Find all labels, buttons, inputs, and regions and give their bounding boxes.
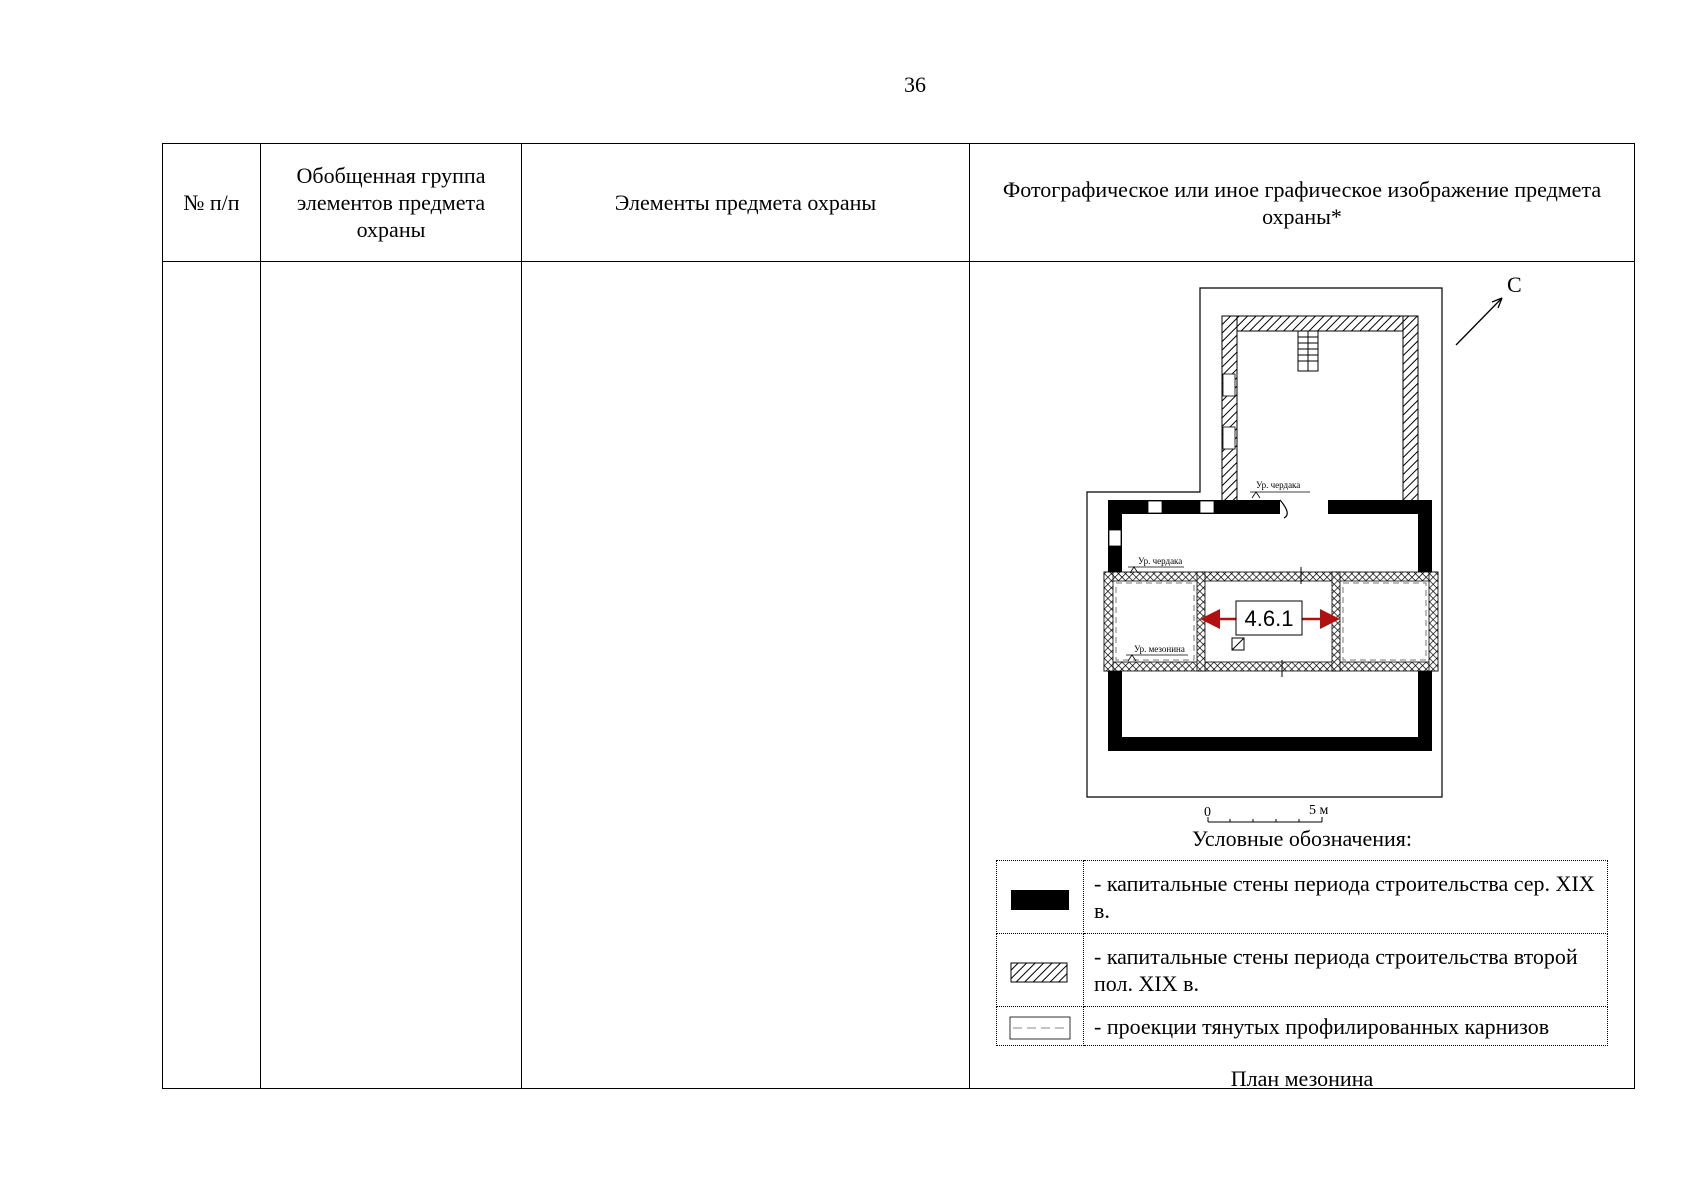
protection-table [162, 143, 1635, 1089]
hatched-wall-top [1222, 316, 1418, 331]
black-fill-swatch [997, 861, 1084, 934]
black-wall-top-right [1328, 500, 1432, 514]
north-arrow [1456, 298, 1502, 345]
north-label: С [1507, 272, 1522, 297]
header-image: Фотографическое или иное графическое изображение предмета охраны* [970, 144, 1635, 262]
legend-text: - капитальные стены периода строительства второй пол. XIX в. [1084, 934, 1608, 1007]
scale-bar [1204, 803, 1329, 822]
xhatch-wall-top [1104, 572, 1438, 581]
plan-caption: План мезонина [1230, 1066, 1374, 1091]
element-label: 4.6.1 [1244, 606, 1294, 631]
black-wall-bottom [1108, 737, 1432, 751]
legend-row [997, 934, 1608, 1007]
svg-text:Ур. чердака: Ур. чердака [1138, 556, 1183, 566]
cell-group [261, 262, 522, 1089]
legend-row [997, 1007, 1608, 1046]
page-number: 36 [904, 72, 926, 97]
legend-text: - проекции тянутых профилированных карнизов [1084, 1007, 1608, 1046]
outer-outline [1087, 288, 1442, 797]
table-row [163, 262, 1635, 1089]
svg-text:Ур. мезонина: Ур. мезонина [1134, 644, 1185, 654]
svg-text:Ур. чердака: Ур. чердака [1256, 480, 1301, 490]
header-elements: Элементы предмета охраны [522, 144, 970, 262]
scale-start: 0 [1204, 805, 1211, 820]
legend-title: Условные обозначения: [1191, 826, 1413, 851]
dashed-swatch [997, 1007, 1084, 1046]
hatched-swatch [997, 934, 1084, 1007]
black-wall-top-left [1108, 500, 1280, 514]
header-number: № п/п [163, 144, 261, 262]
cell-image [970, 262, 1635, 1089]
table-header-row [163, 144, 1635, 262]
header-group: Обобщенная группа элементов предмета охраны [261, 144, 522, 262]
hatched-wall-right [1403, 316, 1418, 501]
level-marker-attic-upper [1250, 480, 1310, 498]
xhatch-wall-bottom [1104, 662, 1438, 671]
level-marker-mezzanine [1126, 644, 1188, 661]
black-wall-right-upper [1418, 500, 1432, 574]
stairs-icon [1298, 331, 1318, 371]
cell-number [163, 262, 261, 1089]
legend-row [997, 861, 1608, 934]
legend-text: - капитальные стены периода строительства сер. XIX в. [1084, 861, 1608, 934]
scale-end: 5 м [1309, 803, 1329, 818]
legend-table [996, 860, 1608, 1046]
hatched-wall-left [1222, 316, 1237, 501]
level-marker-attic-left [1128, 556, 1184, 573]
cell-elements [522, 262, 970, 1089]
